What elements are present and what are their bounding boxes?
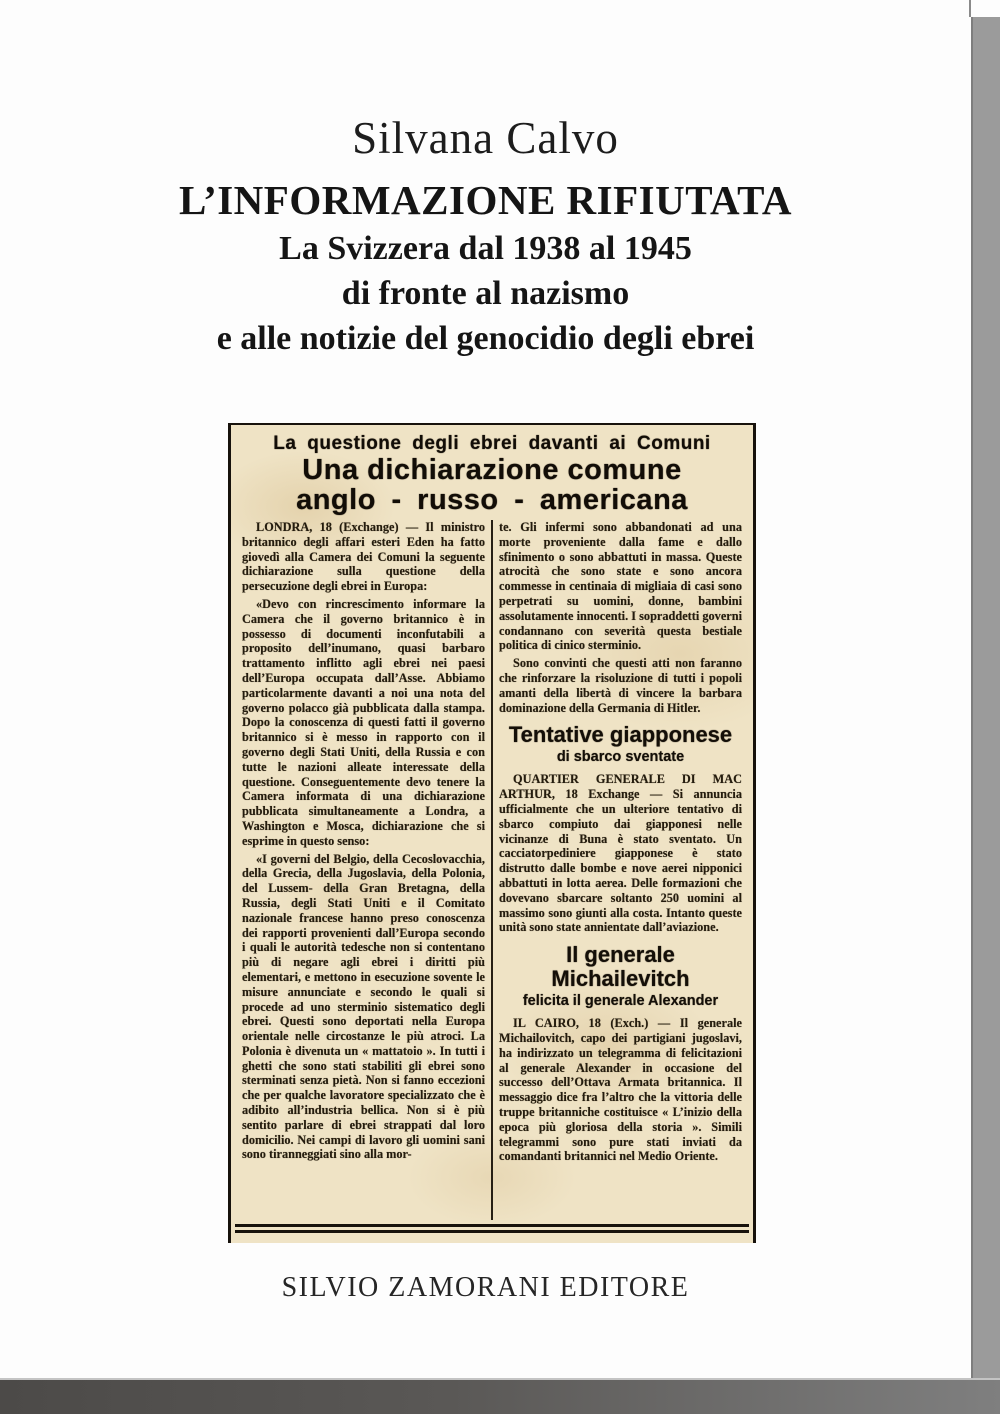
clipping-right-column bbox=[491, 520, 748, 1220]
right-paragraph-continuation: te. Gli infermi sono abbandonati ad una morte proveniente dalla fame e dallo sfinimento o sono abbattuti in massa. Queste atrocità che sono state e sono ancora commesse in centinaia di migliaia di casi sono perpetrati su uomini, donne, bambini assolutamente innocenti. I sopraddetti governi condannano con severità questa bestiale politica di cinico sterminio. bbox=[499, 520, 742, 653]
clipping-bottom-rule bbox=[235, 1221, 749, 1233]
publisher-name: SILVIO ZAMORANI EDITORE bbox=[281, 1272, 690, 1303]
newspaper-clipping bbox=[228, 423, 756, 1243]
subhead-japanese-landing-subtitle: di sbarco sventate bbox=[556, 749, 685, 766]
clipping-headline-line2: anglo - russo - americana bbox=[296, 484, 688, 516]
left-paragraph-1: LONDRA, 18 (Exchange) — Il ministro britannico degli affari esteri Eden ha fatto giovedì alla Camera dei Comuni la seguente dichiarazione sulla questione della persecuzione degli ebrei in Europa: bbox=[242, 520, 485, 594]
clipping-headline-line1: Una dichiarazione comune bbox=[302, 454, 682, 486]
right-paragraph-3: QUARTIER GENERALE DI MAC ARTHUR, 18 Exchange — Si annuncia ufficialmente che un ulteriore tentativo di sbarco compiuto dai giapponesi nelle vicinanze di Buna è stato sventato. Un cacciatorpediniere giapponese è stato distrutto dalle bombe e nove aerei nipponici abbattuti in lotta aerea. Delle formazioni che dovevano sbarcare soltanto 250 uomini al massimo sono giunti alla costa. Intanto queste unità sono state annientate dall’aviazione. bbox=[499, 772, 742, 935]
clipping-left-column bbox=[236, 520, 491, 1220]
top-right-edge-line bbox=[969, 0, 971, 17]
author-name: Silvana Calvo bbox=[352, 113, 619, 163]
subtitle-line-1: La Svizzera dal 1938 al 1945 bbox=[279, 230, 692, 267]
right-gray-strip bbox=[971, 17, 1000, 1414]
clipping-kicker: La questione degli ebrei davanti ai Comuni bbox=[273, 433, 711, 454]
right-paragraph-2: Sono convinti che questi atti non faranno che rinforzare la risoluzione di tutti i popoli amanti della libertà di vincere la barbara dominazione della Germania di Hitler. bbox=[499, 656, 742, 715]
bottom-gray-strip bbox=[0, 1378, 1000, 1414]
bottom-rule-bar-2 bbox=[235, 1230, 749, 1233]
book-title: L’INFORMAZIONE RIFIUTATA bbox=[178, 177, 792, 223]
book-subtitle bbox=[0, 226, 971, 361]
left-paragraph-2: «Devo con rincrescimento informare la Camera che il governo britannico è in possesso di documenti inconfutabili a proposito dell’inumano, quasi barbaro trattamento inflitto agli ebrei nei paesi dell’Europa occupata dall’Asse. Abbiamo particolarmente davanti a noi una nota del governo polacco già pubblicata dalla stampa. Dopo la conoscenza di questi fatti il governo britannico si è messo in rapporto con il governo degli Stati Uniti, della Russia e con tutte le nazioni alleate interessate della questione. Conseguentemente devo tenere la Camera informata di una dichiarazione pubblicata simultaneamente a Londra, a Washington e Mosca, dichiarazione che si esprime in questo senso: bbox=[242, 596, 485, 848]
subtitle-line-2: di fronte al nazismo bbox=[341, 275, 630, 312]
subhead-japanese-landing-title: Tentative giapponese bbox=[508, 722, 733, 748]
right-paragraph-4: IL CAIRO, 18 (Exch.) — Il generale Michailovitch, capo dei partigiani jugoslavi, ha indirizzato un telegramma di felicitazioni al generale Alexander in occasione del successo dell’Ottava Armata britannica. Il messaggio dice fra l’altro che la vittoria delle truppe britanniche costituisce « L’inizio della epoca più gloriosa della storia ». Simili telegrammi sono pure stati inviati da comandanti britannici nel Medio Oriente. bbox=[499, 1016, 742, 1164]
clipping-columns bbox=[236, 520, 748, 1220]
bottom-rule-bar-1 bbox=[235, 1224, 749, 1227]
subtitle-line-3: e alle notizie del genocidio degli ebrei bbox=[216, 320, 755, 357]
left-paragraph-3: «I governi del Belgio, della Cecoslovacchia, della Grecia, della Jugoslavia, della Polonia, del Lussem- della Gran Bretagna, della Russia, degli Stati Uniti e il Comitato nazionale francese hanno preso conoscenza dei rapporti provenienti dall’Europa secondo i quali le autorità tedesche non si contentano più di negare agli ebrei i diritti più elementari, e mettono in esecuzione sovente le misure annunciate e secondo le quali si procede ad uno sterminio sistematico degli ebrei. Questi sono deportati nella Europa orientale nelle circostanze le più atroci. La Polonia è divenuta un « mattatoio ». In tutti i ghetti che sono stati stabiliti gli ebrei sono sterminati senza pietà. Non si fanno eccezioni che per qualche lavoratore specializzato che è adibito all’industria bellica. Non si è più sentito parlare di ebrei strappati dal loro domicilio. Nei campi di lavoro gli uomini sani sono tiranneggiati sino alla mor- bbox=[242, 851, 485, 1162]
subhead-michailevitch-subtitle: felicita il generale Alexander bbox=[522, 993, 719, 1010]
subhead-michailevitch-title: Il generale Michailevitch bbox=[551, 942, 690, 992]
